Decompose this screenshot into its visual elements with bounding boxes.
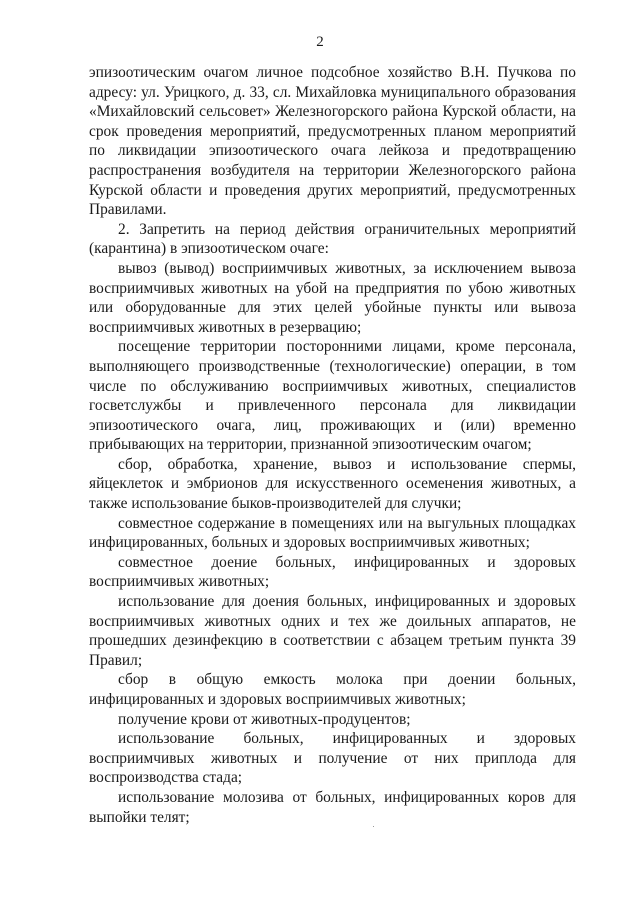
paragraph-joint-keeping: совместное содержание в помещениях или на выгульных площадках инфицированных, больных и здоровых восприимчивых животных; xyxy=(89,514,576,552)
paragraph-joint-milking: совместное доение больных, инфицированных и здоровых восприимчивых животных; xyxy=(89,553,576,591)
paragraph-blood-collection: получение крови от животных-продуцентов; xyxy=(118,710,411,728)
paragraph-item-2-prohibit: 2. Запретить на период действия ограничительных мероприятий (карантина) в эпизоотическом очаге: xyxy=(89,220,576,258)
paragraph-breeding-use: использование больных, инфицированных и здоровых восприимчивых животных и получение от них приплода для воспроизводства стада; xyxy=(89,730,576,787)
paragraph-visiting-territory: посещение территории посторонними лицами, кроме персонала, выполняющего производственные (технологические) операции, в том числе по обслуживанию восприимчивых животных, специалистов госветслужбы и привлеченного персонала для ликвидации эпизоотического очага, лиц, проживающих и (или) временно прибывающих на территории, признанной эпизоотическим очагом; xyxy=(89,338,576,454)
paragraph-continuation: эпизоотическим очагом личное подсобное хозяйство В.Н. Пучкова по адресу: ул. Урицкого, д. 33, сл. Михайловка муниципального образования «Михайловский сельсовет» Железногорского района Курской области, на срок проведения мероприятий, предусмотренных планом мероприятий по ликвидации эпизоотического очага лейкоза и предотвращению распространения возбудителя на территории Железногорского района Курской области и проведения других мероприятий, предусмотренных Правилами. xyxy=(89,64,576,219)
paragraph-colostrum-use: использование молозива от больных, инфицированных коров для выпойки телят; xyxy=(89,788,576,826)
paragraph-sperm-embryos: сбор, обработка, хранение, вывоз и использование спермы, яйцеклеток и эмбрионов для искусственного осеменения животных, а также использование быков-производителей для случки; xyxy=(89,455,576,513)
page-number: 2 xyxy=(316,34,324,50)
paragraph-milk-collection: сбор в общую емкость молока при доении больных, инфицированных и здоровых восприимчивых животных; xyxy=(89,671,576,708)
paragraph-export-animals: вывоз (вывод) восприимчивых животных, за исключением вывоза восприимчивых животных на убой на предприятия по убою животных или оборудованные для этих целей убойные пункты или вывоза восприимчивых животных в резервацию; xyxy=(89,259,576,336)
scan-speck xyxy=(373,826,374,827)
paragraph-milking-apparatus: использование для доения больных, инфицированных и здоровых восприимчивых животных одних и тех же доильных аппаратов, не прошедших дезинфекцию в соответствии с абзацем третьим пункта 39 Правил; xyxy=(89,593,576,669)
document-body xyxy=(89,63,576,827)
